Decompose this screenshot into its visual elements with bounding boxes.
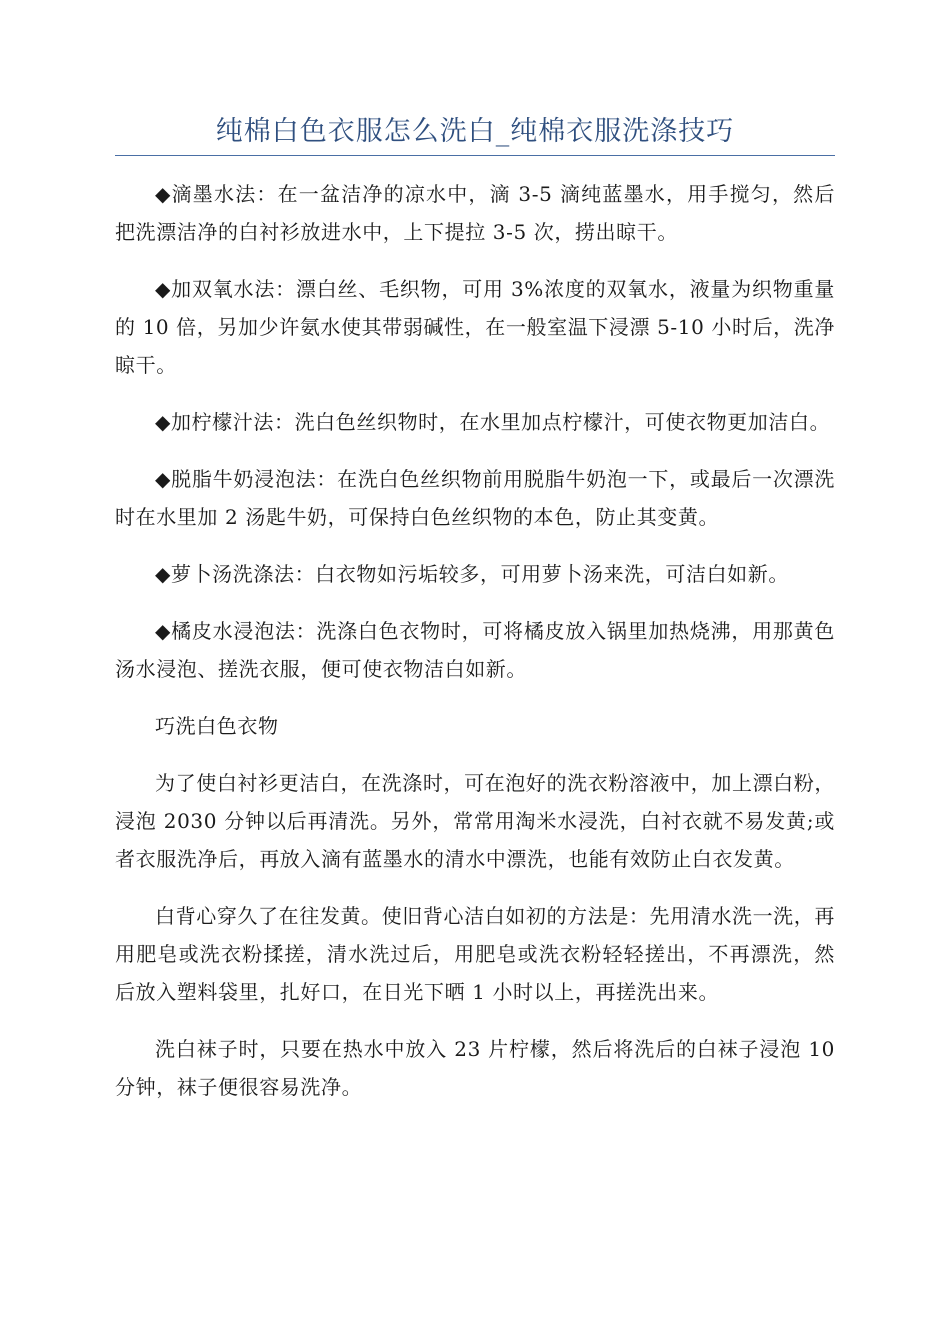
paragraph-white-socks: 洗白袜子时，只要在热水中放入 23 片柠檬，然后将洗后的白袜子浸泡 10 分钟，袜子便很容易洗净。 bbox=[115, 1037, 835, 1099]
paragraph-radish-soup-method: ◆萝卜汤洗涤法：白衣物如污垢较多，可用萝卜汤来洗，可洁白如新。 bbox=[155, 562, 789, 586]
paragraph-hydrogen-peroxide-method: ◆加双氧水法：漂白丝、毛织物，可用 3%浓度的双氧水，液量为织物重量的 10 倍，另加少许氨水使其带弱碱性，在一般室温下浸漂 5-10 小时后，洗净晾干。 bbox=[115, 277, 835, 377]
paragraph-ink-method: ◆滴墨水法：在一盆洁净的凉水中，滴 3-5 滴纯蓝墨水，用手搅匀，然后把洗漂洁净的白衬衫放进水中，上下提拉 3-5 次，捞出晾干。 bbox=[115, 182, 835, 244]
document-body bbox=[115, 175, 835, 1125]
paragraph-white-vest: 白背心穿久了在往发黄。使旧背心洁白如初的方法是：先用清水洗一洗，再用肥皂或洗衣粉揉搓，清水洗过后，用肥皂或洗衣粉轻轻搓出，不再漂洗，然后放入塑料袋里，扎好口，在日光下晒 1 小时以上，再搓洗出来。 bbox=[115, 904, 835, 1004]
section-heading-white-clothes: 巧洗白色衣物 bbox=[155, 714, 279, 738]
document-title: 纯棉白色衣服怎么洗白_纯棉衣服洗涤技巧 bbox=[215, 116, 735, 147]
paragraph-orange-peel-method: ◆橘皮水浸泡法：洗涤白色衣物时，可将橘皮放入锅里加热烧沸，用那黄色汤水浸泡、搓洗衣服，便可使衣物洁白如新。 bbox=[115, 619, 835, 681]
paragraph-lemon-juice-method: ◆加柠檬汁法：洗白色丝织物时，在水里加点柠檬汁，可使衣物更加洁白。 bbox=[155, 410, 831, 434]
paragraph-white-shirt: 为了使白衬衫更洁白，在洗涤时，可在泡好的洗衣粉溶液中，加上漂白粉，浸泡 2030 分钟以后再清洗。另外，常常用淘米水浸洗，白衬衣就不易发黄;或者衣服洗净后，再放入滴有蓝墨水的清水中漂洗，也能有效防止白衣发黄。 bbox=[115, 771, 835, 871]
title-underline bbox=[115, 155, 835, 156]
paragraph-skim-milk-method: ◆脱脂牛奶浸泡法：在洗白色丝织物前用脱脂牛奶泡一下，或最后一次漂洗时在水里加 2 汤匙牛奶，可保持白色丝织物的本色，防止其变黄。 bbox=[115, 467, 835, 529]
